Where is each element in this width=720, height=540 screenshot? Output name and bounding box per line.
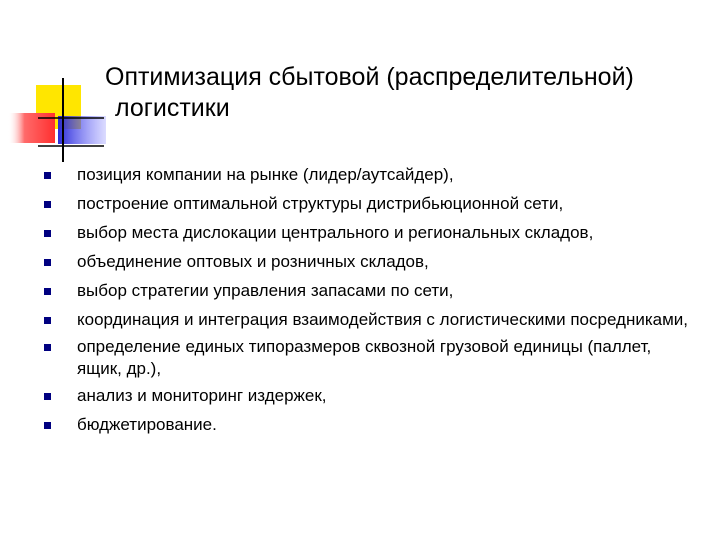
title-line-2: логистики bbox=[115, 94, 230, 122]
list-item bbox=[44, 193, 694, 215]
square-bullet-icon bbox=[44, 317, 51, 324]
bullet-list bbox=[44, 164, 694, 443]
list-item-text: позиция компании на рынке (лидер/аутсайдер), bbox=[77, 165, 454, 184]
list-item-text: координация и интеграция взаимодействия с логистическими посредниками, bbox=[77, 310, 689, 329]
list-item bbox=[44, 414, 694, 436]
square-bullet-icon bbox=[44, 393, 51, 400]
square-bullet-icon bbox=[44, 344, 51, 351]
square-bullet-icon bbox=[44, 201, 51, 208]
list-item-text: выбор стратегии управления запасами по сети, bbox=[77, 281, 454, 300]
square-bullet-icon bbox=[44, 230, 51, 237]
list-item-text: объединение оптовых и розничных складов, bbox=[77, 252, 429, 271]
list-item bbox=[44, 336, 694, 380]
blue-bar bbox=[58, 116, 106, 144]
list-item bbox=[44, 280, 694, 302]
list-item bbox=[44, 222, 694, 244]
corner-decoration-icon bbox=[0, 0, 110, 170]
slide-title bbox=[105, 62, 705, 124]
list-item bbox=[44, 385, 694, 407]
square-bullet-icon bbox=[44, 422, 51, 429]
list-item-text: бюджетирование. bbox=[77, 415, 217, 434]
list-item-text: анализ и мониторинг издержек, bbox=[77, 386, 327, 405]
list-item bbox=[44, 309, 694, 331]
square-bullet-icon bbox=[44, 259, 51, 266]
list-item bbox=[44, 251, 694, 273]
list-item-text: выбор места дислокации центрального и региональных складов, bbox=[77, 223, 594, 242]
list-item-text: определение единых типоразмеров сквозной грузовой единицы (паллет, ящик, др.), bbox=[77, 337, 652, 378]
list-item bbox=[44, 164, 694, 186]
square-bullet-icon bbox=[44, 172, 51, 179]
square-bullet-icon bbox=[44, 288, 51, 295]
list-item-text: построение оптимальной структуры дистрибьюционной сети, bbox=[77, 194, 564, 213]
title-line-1: Оптимизация сбытовой (распределительной) bbox=[105, 63, 634, 91]
